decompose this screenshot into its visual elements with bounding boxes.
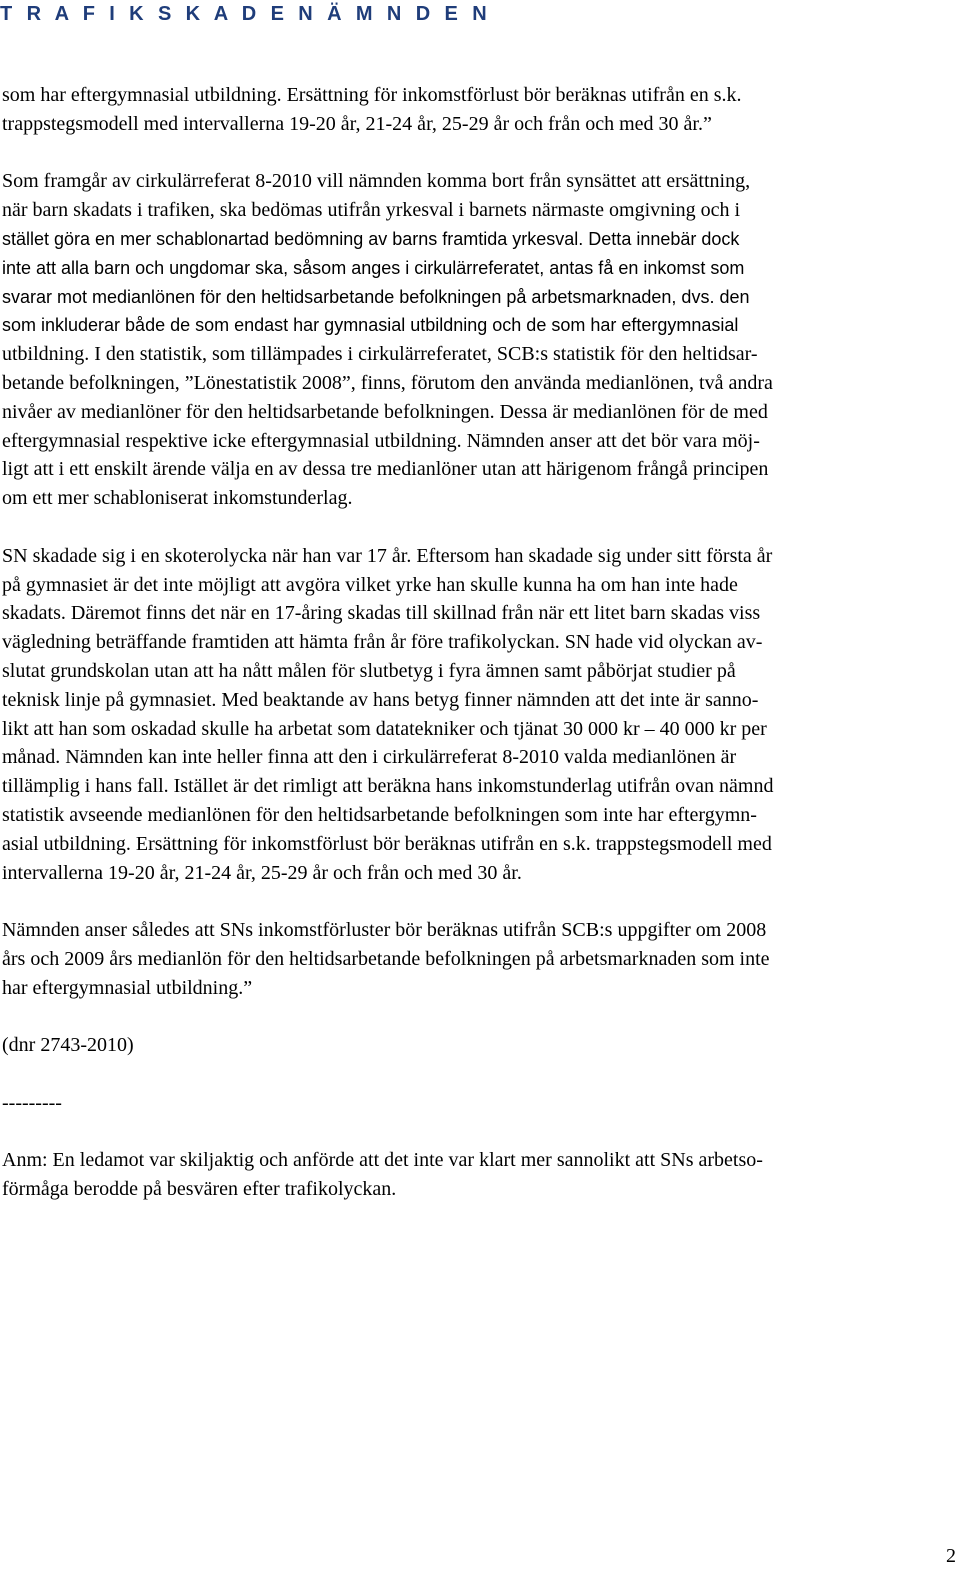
text-line: vägledning beträffande framtiden att hämta från år före trafikolyckan. SN hade vid olyckan av- (2, 631, 763, 654)
text-line: teknisk linje på gymnasiet. Med beaktande av hans betyg finner nämnden att det inte är sanno- (2, 688, 759, 711)
text-line: tillämplig i hans fall. Istället är det rimligt att beräkna hans inkomstunderlag utifrån ovan nämnd (2, 775, 774, 798)
text-line: Som framgår av cirkulärreferat 8-2010 vill nämnden komma bort från synsättet att ersättning, (2, 170, 751, 193)
paragraph-spacer (2, 139, 947, 168)
text-line: SN skadade sig i en skoterolycka när han var 17 år. Eftersom han skadade sig under sitt första år (2, 544, 773, 567)
paragraph (2, 1031, 947, 1060)
paragraph (2, 1089, 947, 1118)
paragraph (2, 167, 947, 513)
text-line: (dnr 2743-2010) (2, 1034, 134, 1057)
text-line: som inkluderar både de som endast har gymnasial utbildning och de som har eftergymnasial (2, 315, 739, 336)
paragraph-spacer (2, 1118, 947, 1147)
paragraph (2, 916, 947, 1002)
paragraph-spacer (2, 1003, 947, 1032)
text-line: asial utbildning. Ersättning för inkomstförlust bör beräknas utifrån en s.k. trappstegsmodell med (2, 832, 772, 855)
text-line: som har eftergymnasial utbildning. Ersättning för inkomstförlust bör beräknas utifrån en s.k. (2, 84, 742, 106)
text-line: Nämnden anser således att SNs inkomstförluster bör beräknas utifrån SCB:s uppgifter om 2008 (2, 919, 767, 942)
text-line: eftergymnasial respektive icke eftergymnasial utbildning. Nämnden anser att det bör vara möj- (2, 429, 760, 452)
text-line: intervallerna 19-20 år, 21-24 år, 25-29 år och från och med 30 år. (2, 861, 522, 884)
text-line: statistik avseende medianlönen för den heltidsarbetande befolkningen som inte har eftergymn- (2, 803, 757, 826)
paragraph-spacer (2, 887, 947, 916)
text-line: betande befolkningen, ”Lönestatistik 2008”, finns, förutom den använda medianlönen, två andra (2, 371, 773, 394)
text-line: --------- (2, 1091, 62, 1114)
document-body (2, 81, 947, 1204)
text-line: Anm: En ledamot var skiljaktig och anförde att det inte var klart mer sannolikt att SNs arbetso- (2, 1149, 763, 1172)
page-number: 2 (946, 1545, 956, 1567)
text-line: på gymnasiet är det inte möjligt att avgöra vilket yrke han skulle kunna ha om han inte hade (2, 573, 738, 596)
text-line: nivåer av medianlöner för den heltidsarbetande befolkningen. Dessa är medianlönen för de med (2, 400, 768, 423)
text-line: månad. Nämnden kan inte heller finna att den i cirkulärreferat 8-2010 valda medianlönen är (2, 746, 737, 769)
text-line: stället göra en mer schablonartad bedömning av barns framtida yrkesval. Detta innebär dock (2, 228, 740, 249)
text-line: trappstegsmodell med intervallerna 19-20 år, 21-24 år, 25-29 år och från och med 30 år.” (2, 112, 712, 135)
text-line: slutat grundskolan utan att ha nått målen för slutbetyg i fyra ämnen samt påbörjat studier på (2, 659, 736, 682)
paragraph (2, 542, 947, 888)
paragraph (2, 1146, 947, 1204)
text-line: utbildning. I den statistik, som tillämpades i cirkulärreferatet, SCB:s statistik för den heltidsar- (2, 343, 758, 366)
paragraph-spacer (2, 1060, 947, 1089)
text-line: svarar mot medianlönen för den heltidsarbetande befolkningen på arbetsmarknaden, dvs. den (2, 286, 750, 307)
text-line: inte att alla barn och ungdomar ska, såsom anges i cirkulärreferatet, antas få en inkomst som (2, 257, 745, 278)
text-line: har eftergymnasial utbildning.” (2, 976, 253, 999)
text-line: ligt att i ett enskilt ärende välja en av dessa tre medianlöner utan att härigenom frångå principen (2, 458, 769, 481)
text-line: års och 2009 års medianlön för den heltidsarbetande befolkningen på arbetsmarknaden som inte (2, 947, 770, 970)
document-header: T R A F I K S K A D E N Ä M N D E N (0, 3, 492, 25)
text-line: om ett mer schabloniserat inkomstunderlag. (2, 487, 353, 510)
paragraph (2, 81, 947, 139)
paragraph-spacer (2, 513, 947, 542)
text-line: skadats. Däremot finns det när en 17-åring skadas till skillnad från när ett litet barn skadas viss (2, 602, 761, 625)
text-line: när barn skadats i trafiken, ska bedömas utifrån yrkesval i barnets närmaste omgivning och i (2, 199, 741, 222)
text-line: likt att han som oskadad skulle ha arbetat som datatekniker och tjänat 30 000 kr – 40 000 kr per (2, 717, 767, 740)
text-line: förmåga berodde på besvären efter trafikolyckan. (2, 1178, 397, 1201)
